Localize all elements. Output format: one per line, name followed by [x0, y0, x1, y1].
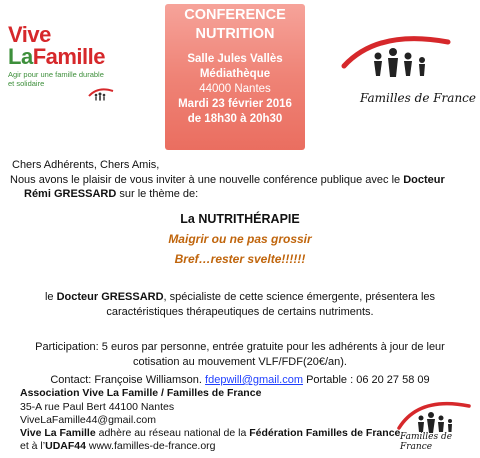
body-line2: caractéristiques thérapeutiques de certains nutriments. [106, 306, 374, 318]
logo-line-vive [8, 24, 118, 46]
footer-familles-wordmark: Familles de France [400, 432, 453, 452]
intro-paragraph [10, 173, 478, 187]
logo-word-vive: Vive [8, 22, 51, 47]
logo-tagline: Agir pour une famille durable et solidaire [8, 70, 104, 88]
topic-title: La NUTRITHÉRAPIE [180, 212, 300, 226]
familles-de-france-logo [338, 24, 478, 114]
contact-label: Contact: Françoise Williamson. [50, 374, 206, 386]
banner-venue: Médiathèque [199, 68, 271, 80]
footer-udaf-line [20, 439, 216, 453]
footer-address: 35-A rue Paul Bert 44100 Nantes [20, 401, 175, 413]
logo-line-lafamille [8, 46, 118, 68]
intro-theme: sur le thème de: [116, 188, 199, 200]
footer-website[interactable]: www.familles-de-france.org [85, 440, 216, 452]
banner-city: 44000 Nantes [199, 83, 271, 95]
contact-phone: Portable : 06 20 27 58 09 [303, 374, 430, 386]
logo-word-la: La [8, 44, 33, 69]
banner-room: Salle Jules Vallès [187, 53, 283, 65]
footer-association: Association Vive La Famille / Familles de France [20, 387, 262, 399]
subtitle-2: Bref…rester svelte!!!!!! [174, 252, 306, 266]
familles-de-france-emblem-icon [338, 24, 478, 84]
banner-title-nutrition: NUTRITION [195, 26, 275, 42]
footer-et: et à l’ [20, 440, 46, 452]
banner-time: de 18h30 à 20h30 [187, 113, 283, 125]
contact-line [0, 373, 480, 387]
greeting: Chers Adhérents, Chers Amis, [12, 159, 160, 171]
footer-email: ViveLaFamille44@gmail.com [20, 414, 156, 426]
footer-federation: Fédération Familles de France [249, 427, 401, 439]
body-doctor: Docteur GRESSARD [56, 291, 164, 303]
subtitle-1: Maigrir ou ne pas grossir [168, 232, 312, 246]
familles-de-france-wordmark: Familles de France [360, 91, 476, 105]
contact-email-link[interactable]: fdepwill@gmail.com [205, 374, 304, 386]
footer-udaf: UDAF44 [45, 440, 86, 452]
banner-date: Mardi 23 février 2016 [178, 98, 292, 110]
familles-de-france-small-icon [86, 84, 116, 106]
intro-text: Nous avons le plaisir de vous inviter à une nouvelle conférence publique avec le [10, 174, 404, 186]
participation-line1: Participation: 5 euros par personne, entrée gratuite pour les adhérents à jour de leur [35, 341, 445, 353]
conference-banner [165, 4, 305, 150]
footer-vlf: Vive La Famille [20, 427, 96, 439]
intro-docteur: Docteur [403, 174, 445, 186]
body-text: , spécialiste de cette science émergente, présentera les [163, 291, 436, 303]
logo-word-famille: Famille [32, 44, 105, 69]
participation-line2: cotisation au mouvement VLF/FDF(20€/an). [133, 356, 347, 368]
intro-line2 [24, 187, 198, 201]
footer-adhere: adhère au réseau national de la [95, 427, 250, 439]
body-line1 [0, 290, 480, 304]
doctor-name: Rémi GRESSARD [24, 188, 117, 200]
banner-title-conference: CONFERENCE [184, 7, 286, 23]
body-le: le [44, 291, 57, 303]
